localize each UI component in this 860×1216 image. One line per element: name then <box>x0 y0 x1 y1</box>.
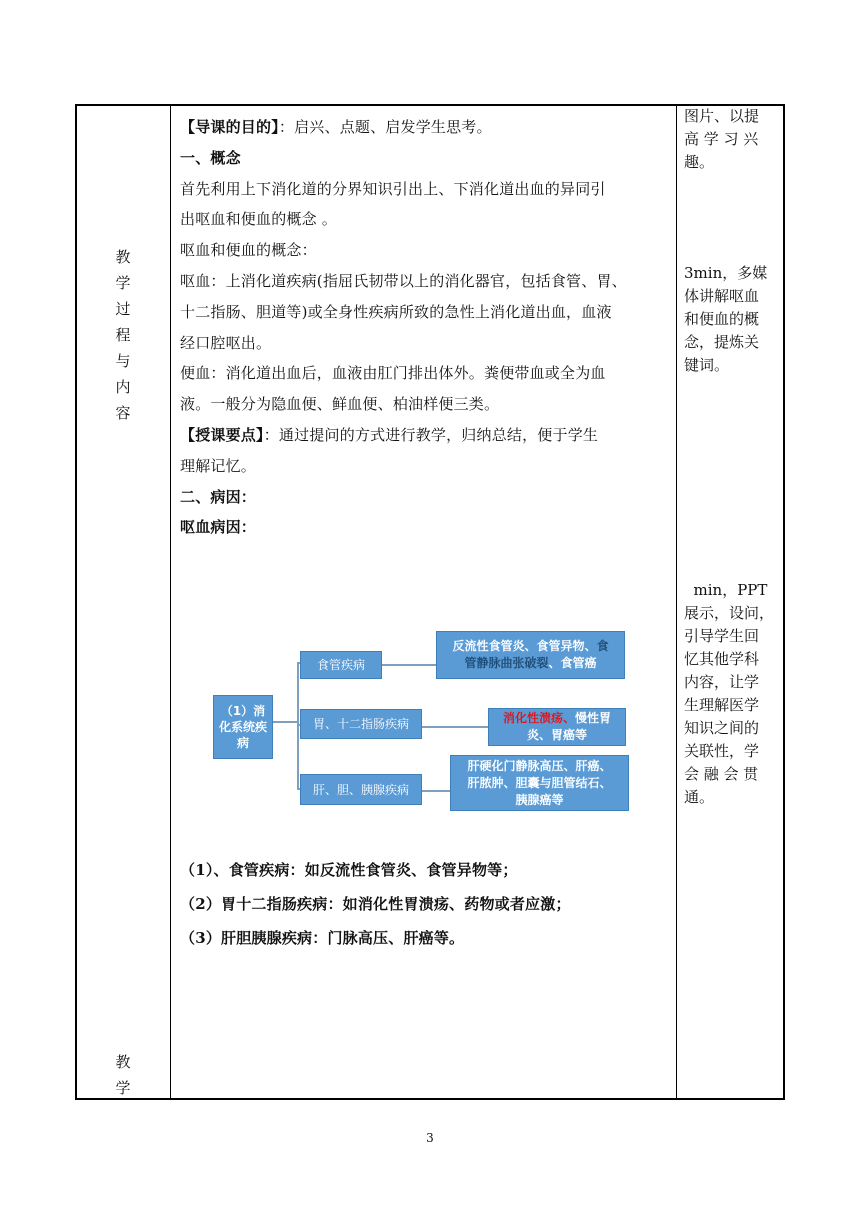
label-char: 学 <box>115 274 131 292</box>
note-line: 生理解医学 <box>684 696 760 714</box>
leaf-liver <box>450 755 629 811</box>
note-line: 体讲解呕血 <box>684 287 760 305</box>
connector <box>297 662 299 790</box>
note-line: 忆其他学科 <box>684 650 760 668</box>
label-char: 容 <box>115 404 131 422</box>
note-line: 念，提炼关 <box>684 333 760 351</box>
note-line: 引导学生回 <box>684 627 760 645</box>
lesson-content <box>180 112 670 543</box>
label-char: 过 <box>115 300 131 318</box>
purpose-text: ：启兴、点题、启发学生思考。 <box>278 118 492 136</box>
concept-heading: 一、概念 <box>180 148 241 167</box>
page-number: 3 <box>426 1131 434 1145</box>
note-line: 展示，设问， <box>684 604 775 622</box>
paragraph-line: 便血：消化道出血后，血液由肛门排出体外。粪便带血或全为血 <box>180 364 606 383</box>
cause-list <box>180 853 571 955</box>
leaf-text: 反流性食管炎、食管异物、 <box>452 639 597 653</box>
leaf-text: 炎、胃癌等 <box>526 728 587 742</box>
diagram-root <box>213 695 273 759</box>
leaf-text: 胰腺癌等 <box>515 792 564 807</box>
note-line: 高 学 习 兴 <box>684 130 759 148</box>
cause-diagram <box>200 620 640 820</box>
branch-label: 食管疾病 <box>316 658 365 672</box>
leaf-text-emphasis: 消化性溃疡、 <box>502 711 575 725</box>
leaf-text: 肝脓肿、胆囊与胆管结石、 <box>467 775 612 790</box>
list-item: （2）胃十二指肠疾病：如消化性胃溃疡、药物或者应激； <box>180 895 571 913</box>
branch-label: 胃、十二指肠疾病 <box>312 717 409 731</box>
section-label-next <box>110 1049 136 1101</box>
label-char: 与 <box>115 352 131 370</box>
paragraph-line: 液。一般分为隐血便、鲜血便、柏油样便三类。 <box>180 395 500 414</box>
teaching-points-heading: 【授课要点】 <box>180 425 264 444</box>
paragraph-line: 理解记忆。 <box>180 456 257 475</box>
paragraph-line: 出呕血和便血的概念 。 <box>180 210 337 229</box>
branch-liver-gallbladder-pancreas <box>300 774 422 805</box>
label-char: 教 <box>115 248 131 266</box>
label-char: 教 <box>115 1053 131 1071</box>
note-line: 键词。 <box>684 356 730 374</box>
connector <box>420 726 488 728</box>
branch-stomach-duodenum <box>300 709 422 739</box>
leaf-text-emphasis: 管静脉曲张破裂 <box>464 656 549 670</box>
leaf-text: 肝硬化门静脉高压、肝癌、 <box>467 758 612 773</box>
list-item: （3）肝胆胰腺疾病：门脉高压、肝癌等。 <box>180 929 465 947</box>
teaching-points-text: ：通过提问的方式进行教学，归纳总结，便于学生 <box>263 425 599 444</box>
note-line: 和便血的概 <box>684 310 760 328</box>
note-line: 趣。 <box>684 153 715 171</box>
note-line: 通。 <box>684 788 715 806</box>
teaching-note <box>684 105 776 174</box>
column-divider <box>676 104 677 1100</box>
connector <box>382 664 436 666</box>
note-line: 关联性，学 <box>684 742 760 760</box>
purpose-heading: 【导课的目的】 <box>180 118 279 136</box>
column-divider <box>170 104 171 1100</box>
paragraph-line: 十二指肠、胆道等)或全身性疾病所致的急性上消化道出血，血液 <box>180 302 612 321</box>
note-line: min，PPT <box>684 581 768 599</box>
root-text: 化系统疾 <box>218 720 267 734</box>
paragraph-line: 呕血和便血的概念： <box>180 241 317 260</box>
note-line: 会 融 会 贯 <box>684 765 759 783</box>
note-line: 3min，多媒 <box>684 264 768 282</box>
teaching-note <box>684 579 776 809</box>
leaf-text: 慢性胃 <box>575 711 612 725</box>
label-char: 程 <box>115 326 131 344</box>
hematemesis-cause-heading: 呕血病因： <box>180 518 257 537</box>
connector <box>272 721 298 723</box>
paragraph-line: 首先利用上下消化道的分界知识引出上、下消化道出血的异同引 <box>180 179 606 198</box>
label-char: 内 <box>115 378 131 396</box>
connector <box>422 790 450 792</box>
leaf-esophagus <box>436 631 625 679</box>
root-text: 病 <box>236 736 249 750</box>
list-item: （1）、食管疾病：如反流性食管炎、食管异物等； <box>180 861 518 879</box>
root-text: （1）消 <box>220 704 266 718</box>
branch-esophagus <box>300 651 382 679</box>
label-char: 学 <box>115 1079 131 1097</box>
intro-purpose <box>180 112 670 143</box>
teaching-points <box>180 420 670 451</box>
leaf-text-emphasis: 食 <box>596 639 609 653</box>
teaching-note <box>684 262 776 377</box>
leaf-text: 、食管癌 <box>548 656 597 670</box>
branch-label: 肝、胆、胰腺疾病 <box>312 782 409 797</box>
paragraph-line: 呕血：上消化道疾病(指屈氏韧带以上的消化器官，包括食管、胃、 <box>180 271 627 290</box>
paragraph-line: 经口腔呕出。 <box>180 333 272 352</box>
note-line: 知识之间的 <box>684 719 760 737</box>
note-line: 图片、以提 <box>684 107 760 125</box>
leaf-stomach <box>488 708 626 746</box>
cause-heading: 二、病因： <box>180 487 257 506</box>
note-line: 内容，让学 <box>684 673 760 691</box>
section-label-process <box>110 244 136 426</box>
